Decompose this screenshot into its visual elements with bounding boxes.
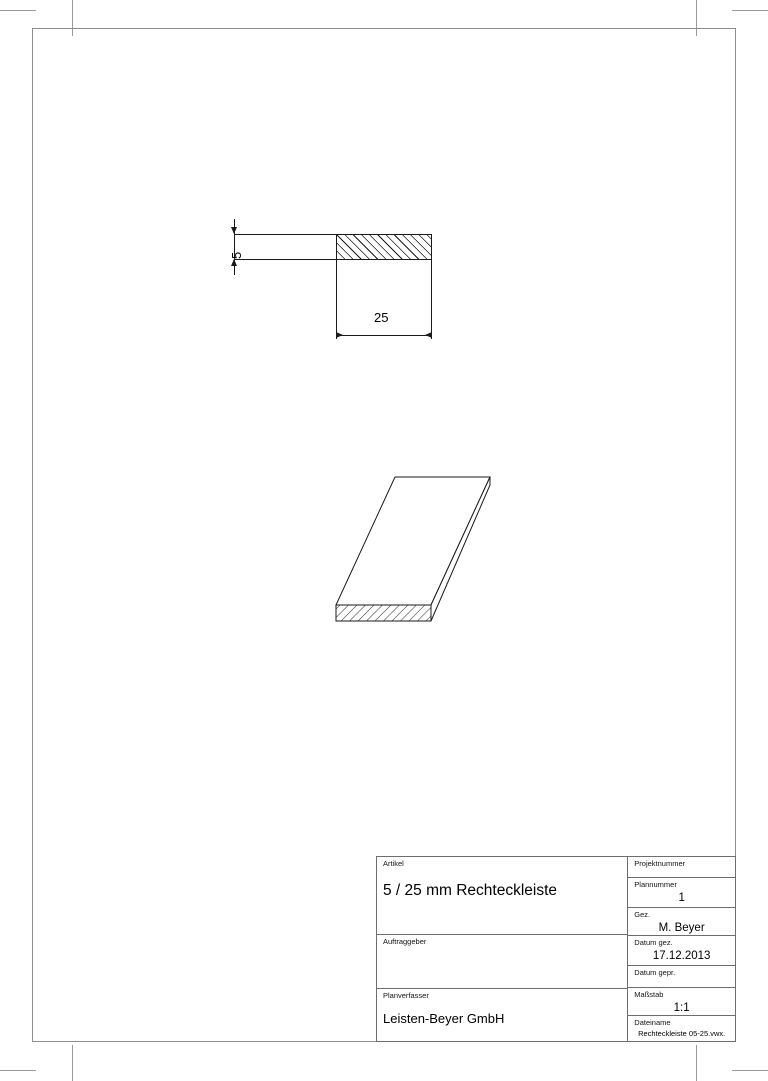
- dimension-label-width: 25: [374, 310, 389, 325]
- crop-mark-bottom-right-v: [696, 1045, 697, 1081]
- title-block-field-datum-gez: [628, 936, 735, 966]
- title-block: [376, 856, 736, 1042]
- artikel-label: Artikel: [383, 859, 404, 868]
- dimension-label-height: 5: [229, 251, 244, 259]
- title-block-field-gez: [628, 908, 735, 936]
- datum-gez-value: 17.12.2013: [652, 950, 711, 963]
- title-block-field-datum-gepr: [628, 966, 735, 988]
- title-block-field-projektnummer: [628, 857, 735, 878]
- planverfasser-value: Leisten-Beyer GmbH: [383, 1011, 505, 1027]
- massstab-label: Maßstab: [634, 990, 664, 1000]
- crop-mark-bottom-left-v: [72, 1045, 73, 1081]
- cross-section-profile: [336, 234, 432, 260]
- title-block-field-planverfasser: [377, 989, 627, 1041]
- massstab-value: 1:1: [673, 1002, 690, 1015]
- title-block-field-massstab: [628, 988, 735, 1016]
- title-block-field-plannummer: [628, 878, 735, 908]
- crop-mark-top-right-h: [732, 10, 768, 11]
- gez-value: M. Beyer: [658, 922, 705, 935]
- plannummer-label: Plannummer: [634, 879, 677, 889]
- title-block-right-column: [628, 857, 735, 1041]
- auftraggeber-label: Auftraggeber: [383, 937, 427, 946]
- datum-gez-label: Datum gez.: [634, 937, 673, 947]
- dimension-arrow-width-left: [336, 332, 343, 338]
- isometric-svg: [320, 455, 510, 640]
- extension-line-right: [431, 259, 432, 339]
- planverfasser-label: Planverfasser: [383, 991, 429, 1000]
- dimension-arrow-height-top: [231, 227, 237, 234]
- artikel-value: 5 / 25 mm Rechteckleiste: [383, 882, 558, 900]
- plannummer-value: 1: [678, 891, 685, 904]
- title-block-field-artikel: [377, 857, 627, 935]
- gez-label: Gez.: [634, 909, 651, 919]
- extension-line-top: [234, 234, 338, 235]
- dimension-arrow-width-right: [425, 332, 432, 338]
- crop-mark-top-left-h: [0, 10, 36, 11]
- isometric-view: [320, 455, 510, 640]
- extension-line-bottom: [234, 259, 338, 260]
- title-block-left-column: [377, 857, 628, 1041]
- projektnummer-label: Projektnummer: [634, 859, 686, 868]
- dateiname-label: Dateiname: [634, 1018, 671, 1028]
- crop-mark-bottom-right-h: [732, 1070, 768, 1071]
- crop-mark-bottom-left-h: [0, 1070, 36, 1071]
- datum-gepr-label: Datum gepr.: [634, 967, 676, 977]
- title-block-field-auftraggeber: [377, 935, 627, 989]
- dimension-line-width: [336, 335, 432, 336]
- dimension-arrow-height-bottom: [231, 259, 237, 266]
- extension-line-left: [336, 259, 337, 339]
- title-block-field-dateiname: [628, 1016, 735, 1041]
- dateiname-value: Rechteckleiste 05-25.vwx.: [638, 1029, 726, 1039]
